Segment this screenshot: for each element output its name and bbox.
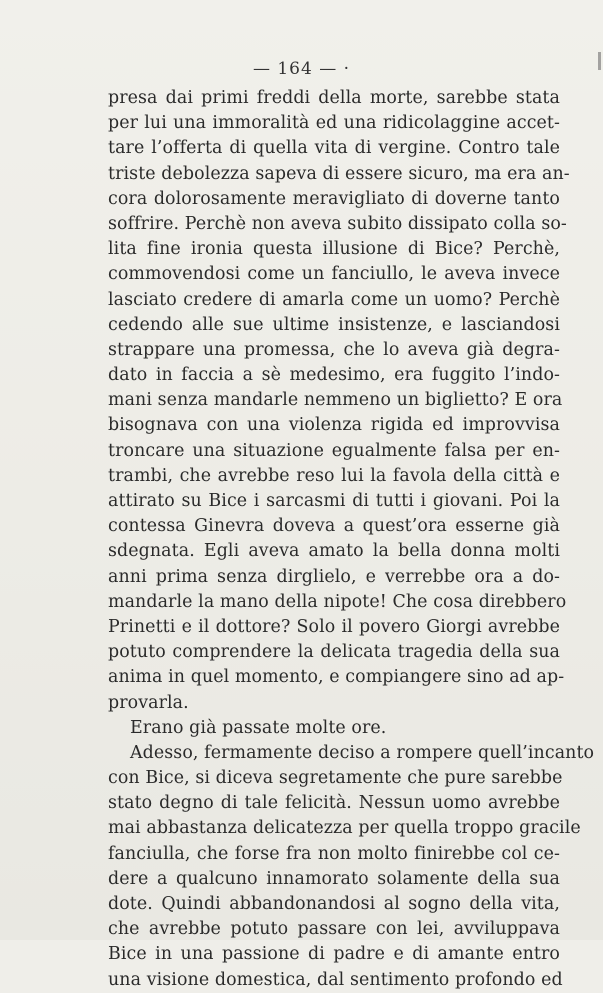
text-line: strappare una promessa, che lo aveva già degra- — [108, 339, 560, 360]
text-line: provarla. — [108, 692, 189, 713]
text-line: soffrire. Perchè non aveva subito dissipato colla so- — [108, 213, 567, 234]
text-line: mani senza mandarle nemmeno un biglietto? E ora — [108, 390, 563, 411]
text-line: troncare una situazione egualmente falsa per en- — [108, 440, 560, 461]
text-line: che avrebbe potuto passare con lei, avviluppava — [108, 919, 560, 940]
page-number: — 164 — · — [252, 59, 351, 79]
text-line: per lui una immoralità ed una ridicolaggine accet- — [108, 113, 560, 134]
text-line: commovendosi come un fanciullo, le aveva invece — [108, 264, 560, 285]
body-text — [108, 86, 595, 993]
text-line: contessa Ginevra doveva a quest’ora esserne già — [108, 516, 560, 537]
text-line: con Bice, si diceva segretamente che pure sarebbe — [108, 768, 563, 789]
text-line: cora dolorosamente meravigliato di doverne tanto — [108, 188, 560, 209]
text-line: bisognava con una violenza rigida ed improvvisa — [108, 415, 560, 436]
text-line: lasciato credere di amarla come un uomo? Perchè — [108, 289, 560, 310]
text-line: Adesso, fermamente deciso a rompere quell’incanto — [130, 742, 595, 763]
text-line: dere a qualcuno innamorato solamente della sua — [108, 868, 560, 889]
text-line: mai abbastanza delicatezza per quella troppo gracile — [108, 818, 581, 839]
text-line: sdegnata. Egli aveva amato la bella donna molti — [108, 541, 560, 562]
text-line: stato degno di tale felicità. Nessun uomo avrebbe — [108, 793, 560, 814]
text-line: tare l’offerta di quella vita di vergine. Contro tale — [108, 138, 560, 159]
text-line: potuto comprendere la delicata tragedia della sua — [108, 642, 560, 663]
text-line: trambi, che avrebbe reso lui la favola della città e — [108, 465, 560, 486]
text-line: mandarle la mano della nipote! Che cosa direbbero — [108, 591, 567, 612]
text-line: Erano già passate molte ore. — [130, 717, 387, 738]
text-line: cedendo alle sue ultime insistenze, e lasciandosi — [108, 314, 560, 335]
text-line: dote. Quindi abbandonandosi al sogno della vita, — [108, 894, 560, 914]
text-line: una visione domestica, dal sentimento profondo ed — [108, 969, 563, 990]
text-line: dato in faccia a sè medesimo, era fuggito l’indo- — [108, 365, 560, 386]
text-line: attirato su Bice i sarcasmi di tutti i giovani. Poi la — [108, 491, 560, 511]
text-line: anni prima senza dirglielo, e verrebbe ora a do- — [108, 566, 560, 587]
text-line: lita fine ironia questa illusione di Bice? Perchè, — [108, 239, 560, 260]
text-line: anima in quel momento, e compiangere sino ad ap- — [108, 667, 565, 688]
text-line: fanciulla, che forse fra non molto finirebbe col ce- — [108, 843, 560, 864]
text-line: triste debolezza sapeva di essere sicuro, ma era an- — [108, 163, 570, 184]
text-line: Prinetti e il dottore? Solo il povero Giorgi avrebbe — [108, 616, 560, 637]
text-line: Bice in una passione di padre e di amante entro — [108, 944, 560, 965]
text-line: presa dai primi freddi della morte, sarebbe stata — [108, 88, 560, 108]
